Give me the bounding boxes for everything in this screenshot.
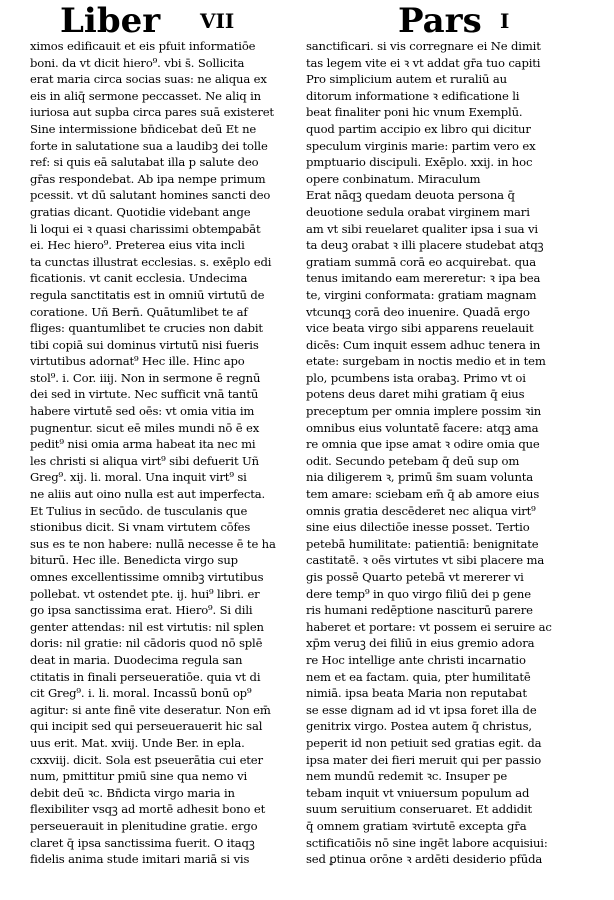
text-line: dicēs: Cum inquit essem adhuc tenera in	[306, 337, 541, 352]
text-line: fliges: quantumlibet te crucies non dabit	[30, 321, 263, 336]
text-line: gr̄as respondebat. Ab ipa nempe primum	[30, 171, 266, 186]
running-title-right: Pars	[398, 1, 482, 41]
text-line: nem et ea factam. quia, pter humilitatē	[306, 669, 531, 684]
text-line: Greg⁹. xij. li. moral. Una inquit virt⁹ si	[30, 470, 247, 485]
text-line: sanctificari. si vis corregnare ei Ne dimit	[306, 39, 541, 53]
text-line: ditorum informatione ꝛ edificatione li	[306, 88, 520, 103]
text-line: genitrix virgo. Postea autem q̄ christus,	[306, 719, 532, 734]
text-line: Pro simplicium autem et ruraliū au	[306, 72, 507, 87]
text-line: pugnentur. sicut eē miles mundi nō ē ex	[30, 420, 260, 435]
text-line: te, virgini conformata: gratiam magnam	[306, 287, 537, 302]
text-line: ta deuꝫ orabat ꝛ illi placere studebat atqꝫ	[306, 238, 544, 253]
text-line: sed ꝑtinua orōne ꝛ ardēti desiderio pfūda	[306, 852, 543, 867]
text-line: nem mundū redemit ꝛc. Insuper pe	[306, 769, 508, 784]
text-line: opere conbinatum. Miraculum	[306, 171, 481, 186]
text-line: dei sed in virtute. Nec sufficit vnā tantū	[30, 387, 259, 402]
text-line: tibi copiā sui dominus virtutū nisi fueris	[30, 337, 259, 352]
text-line: ctitatis in finali perseueratiōe. quia vt di	[30, 669, 261, 684]
text-line: ximos edificauit et eis pfuit informatiōe	[30, 39, 256, 53]
text-line: q̄ omnem gratiam ꝛvirtutē excepta gr̄a	[306, 818, 527, 833]
text-line: forte in salutatione sua a laudibꝫ dei tolle	[30, 138, 268, 153]
text-line: quod partim accipio ex libro qui dicitur	[306, 121, 531, 136]
text-line: ei. Hec hiero⁹. Preterea eius vita incli	[30, 238, 245, 253]
text-line: tenus imitando eam mereretur: ꝛ ipa bea	[306, 271, 541, 286]
text-line: tas legem vite ei ꝛ vt addat gr̄a tuo capiti	[306, 55, 541, 70]
text-line: tebam inquit vt vniuersum populum ad	[306, 785, 530, 800]
running-title-left: Liber	[60, 1, 161, 41]
text-line: pollebat. vt ostendet pte. ij. hui⁹ libri. er	[30, 586, 260, 601]
text-line: coratione. Uñ Bern̄. Quātumlibet te af	[30, 304, 248, 319]
text-line: castitatē. ꝛ oēs virtutes vt sibi placere ma	[306, 553, 545, 568]
text-line: num, pmittitur pmiū sine qua nemo vi	[30, 769, 248, 784]
text-line: cit Greg⁹. i. li. moral. Incassū bonū op⁹	[30, 686, 252, 701]
text-line: Sine intermissione bn̄dicebat deū Et ne	[30, 121, 257, 136]
text-line: agitur: si ante finē vite deseratur. Non em̄	[30, 702, 271, 717]
text-line: stionibus dicit. Si vnam virtutem cōfes	[30, 520, 251, 535]
running-header	[0, 0, 614, 40]
text-line: sine eius dilectiōe inesse posset. Tertio	[306, 520, 530, 535]
text-line: vice beata virgo sibi apparens reuelauit	[306, 321, 534, 336]
text-line: eis in aliq̄ sermone peccasset. Ne aliq in	[30, 88, 261, 103]
text-line: iuriosa aut supba circa pares suā existeret	[30, 105, 274, 120]
text-line: sctificatiōis nō sine ingēt labore acquisiui:	[306, 835, 548, 850]
text-line: preceptum per omnia implere possim ꝛin	[306, 404, 542, 419]
chapter-number: VII	[200, 9, 235, 33]
text-line: pedit⁹ nisi omia arma habeat ita nec mi	[30, 437, 256, 452]
text-line: debit deū ꝛc. Bn̄dicta virgo maria in	[30, 785, 235, 800]
text-line: claret q̄ ipsa sanctissima fuerit. O itaqꝫ	[30, 835, 255, 850]
text-line: ficationis. vt canit ecclesia. Undecima	[30, 271, 248, 286]
text-line: potens deus daret mihi gratiam q̄ eius	[306, 387, 525, 402]
text-line: dere temp⁹ in quo virgo filiū dei p gene	[306, 586, 531, 601]
text-line: li loqui ei ꝛ quasi charissimi obtemꝑabāt	[30, 221, 261, 236]
text-line: vtcunqꝫ corā deo inuenire. Quadā ergo	[306, 304, 530, 319]
part-number: I	[500, 9, 510, 33]
left-text-column	[30, 38, 298, 894]
text-line: gratias dicant. Quotidie videbant ange	[30, 204, 251, 219]
text-line: erat maria circa socias suas: ne aliqua ex	[30, 72, 267, 87]
text-line: flexibiliter vsqꝫ ad mortē adhesit bono et	[30, 802, 266, 817]
text-line: virtutibus adornat⁹ Hec ille. Hinc apo	[30, 354, 245, 369]
text-line: nia diligerem ꝛ, primū s̄m suam volunta	[306, 470, 534, 485]
text-line: nimiā. ipsa beata Maria non reputabat	[306, 686, 527, 701]
text-line: cxxviij. dicit. Sola est pseuerātia cui eter	[30, 752, 263, 767]
text-line: pmptuario discipuli. Exēplo. xxij. in hoc	[306, 155, 533, 170]
text-line: odit. Secundo petebam q̄ deū sup om	[306, 453, 520, 468]
text-line: regula sanctitatis est in omniū virtutū de	[30, 287, 265, 302]
text-line: go ipsa sanctissima erat. Hiero⁹. Si dili	[30, 603, 253, 618]
text-line: am vt sibi reuelaret qualiter ipsa i sua vi	[306, 221, 538, 236]
text-line: fidelis anima stude imitari mariā si vis	[30, 852, 250, 867]
text-line: uus erit. Mat. xviij. Unde Ber. in epla.	[30, 735, 245, 750]
text-line: omnes excellentissime omnibꝫ virtutibus	[30, 570, 264, 584]
text-line: ipsa mater dei fieri meruit qui per passio	[306, 752, 542, 767]
text-line: gratiam summā corā eo acquirebat. qua	[306, 254, 536, 269]
text-line: genter attendas: nil est virtutis: nil splen	[30, 619, 264, 634]
text-line: peperit id non petiuit sed gratias egit. da	[306, 735, 542, 750]
text-line: ris humani redēptione nasciturū parere	[306, 603, 533, 618]
text-line: stol⁹. i. Cor. iiij. Non in sermone ē regnū	[30, 370, 261, 385]
text-line: ref: si quis eā salutabat illa p salute deo	[30, 155, 259, 170]
text-line: suum seruitium conseruaret. Et addidit	[306, 802, 533, 817]
text-line: beat finaliter poni hic vnum Exemplū.	[306, 105, 523, 120]
text-line: deuotione sedula orabat virginem mari	[306, 204, 530, 219]
text-line: deat in maria. Duodecima regula san	[30, 652, 243, 667]
text-line: omnibus eius voluntatē facere: atqꝫ ama	[306, 420, 539, 435]
text-line: qui incipit sed qui perseuerauerit hic sal	[30, 719, 263, 734]
text-line: haberet et portare: vt possem ei seruire ac	[306, 619, 552, 634]
text-line: re omnia que ipse amat ꝛ odire omia que	[306, 437, 540, 452]
text-line: pcessit. vt dū salutant homines sancti deo	[30, 188, 271, 203]
text-line: sus es te non habere: nullā necesse ē te ha	[30, 536, 276, 551]
text-line: perseuerauit in plenitudine gratie. ergo	[30, 818, 258, 833]
text-line: etate: surgebam in noctis medio et in tem	[306, 354, 546, 369]
text-line: se esse dignam ad id vt ipsa foret illa de	[306, 702, 537, 717]
text-line: xp̄m veruꝫ dei filiū in eius gremio adora	[306, 636, 535, 651]
text-line: habere virtutē sed oēs: vt omia vitia im	[30, 404, 255, 419]
text-line: Erat nāqꝫ quedam deuota persona q̄	[306, 188, 515, 203]
text-line: doris: nil gratie: nil cādoris quod nō splē	[30, 636, 263, 651]
right-text-column	[306, 38, 574, 894]
text-line: ne aliis aut oino nulla est aut imperfecta.	[30, 487, 266, 502]
text-line: tem amare: sciebam em̄ q̄ ab amore eius	[306, 487, 540, 502]
text-line: boni. da vt dicit hiero⁹. vbi s̄. Sollicita	[30, 55, 245, 70]
text-line: petebā humilitate: patientiā: benignitate	[306, 536, 539, 551]
text-line: ta cunctas illustrat ecclesias. s. exēplo edi	[30, 254, 272, 269]
text-line: plo, pcumbens ista orabaꝫ. Primo vt oi	[306, 370, 526, 385]
text-line: Et Tulius in secūdo. de tusculanis que	[30, 503, 248, 518]
text-line: gis possē Quarto petebā vt mererer vi	[306, 570, 524, 584]
text-line: omnis gratia descēderet nec aliqua virt⁹	[306, 503, 536, 518]
text-line: les christi si aliqua virt⁹ sibi defuerit Uñ	[30, 453, 259, 468]
text-line: re Hoc intellige ante christi incarnatio	[306, 652, 526, 667]
text-line: speculum virginis marie: partim vero ex	[306, 138, 536, 153]
text-line: biturū. Hec ille. Benedicta virgo sup	[30, 553, 238, 568]
